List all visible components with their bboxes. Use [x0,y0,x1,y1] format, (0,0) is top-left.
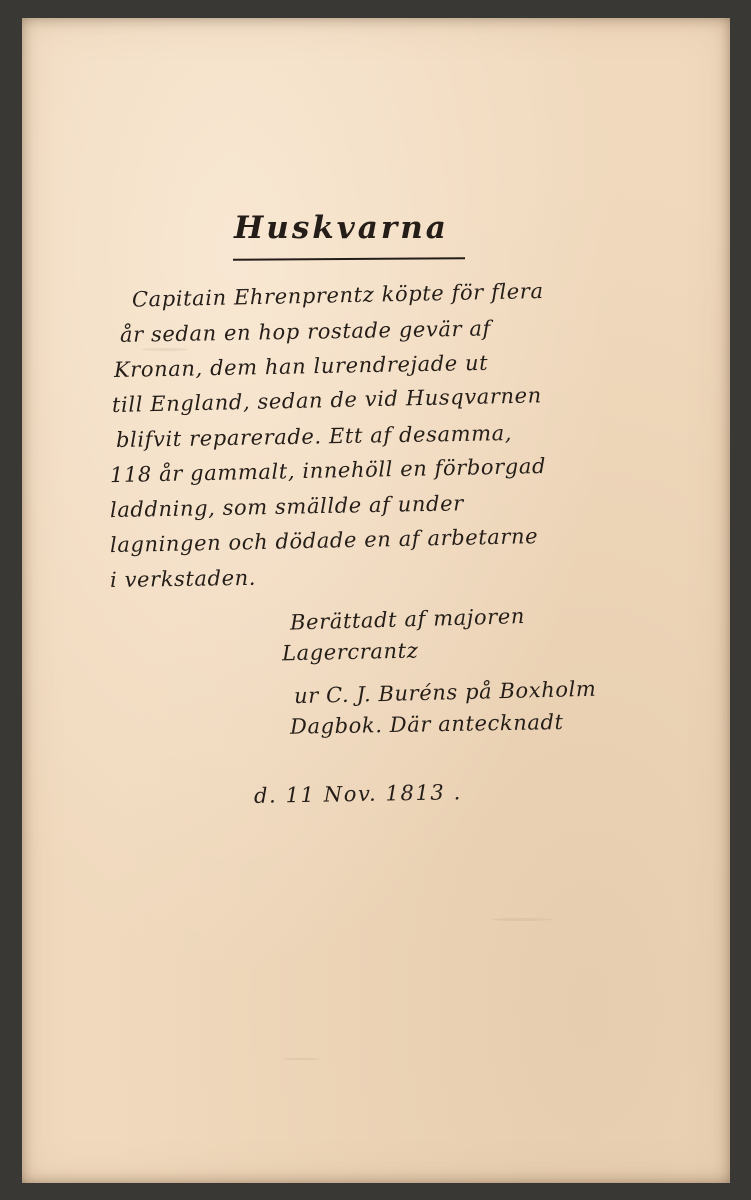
date-line: d. 11 Nov. 1813 . [253,780,463,808]
source-line: ur C. J. Buréns på Boxholm [293,676,597,709]
body-line: år sedan en hop rostade gevär af [119,316,492,347]
attribution-block [281,604,690,670]
body-line: laddning, som smällde af under [109,491,464,523]
source-line: Dagbok. Där antecknadt [289,710,564,739]
body-line: 118 år gammalt, innehöll en förborgad [109,453,547,488]
body-line: blifvit reparerade. Ett af desamma, [115,421,513,452]
body-text [109,279,694,605]
attribution-line: Lagercrantz [281,638,419,666]
manuscript-page [22,18,730,1183]
body-line: till England, sedan de vid Husqvarnen [111,383,543,418]
body-line: i verkstaden. [109,565,257,593]
source-block [289,676,714,744]
handwritten-content [22,18,730,1183]
body-line: lagningen och dödade en af arbetarne [109,524,539,558]
attribution-line: Berättadt af majoren [289,604,526,635]
body-line: Kronan, dem han lurendrejade ut [113,350,489,382]
page-title: Huskvarna [234,210,449,246]
title-underline [233,257,465,261]
body-line: Capitain Ehrenprentz köpte för flera [131,279,544,312]
